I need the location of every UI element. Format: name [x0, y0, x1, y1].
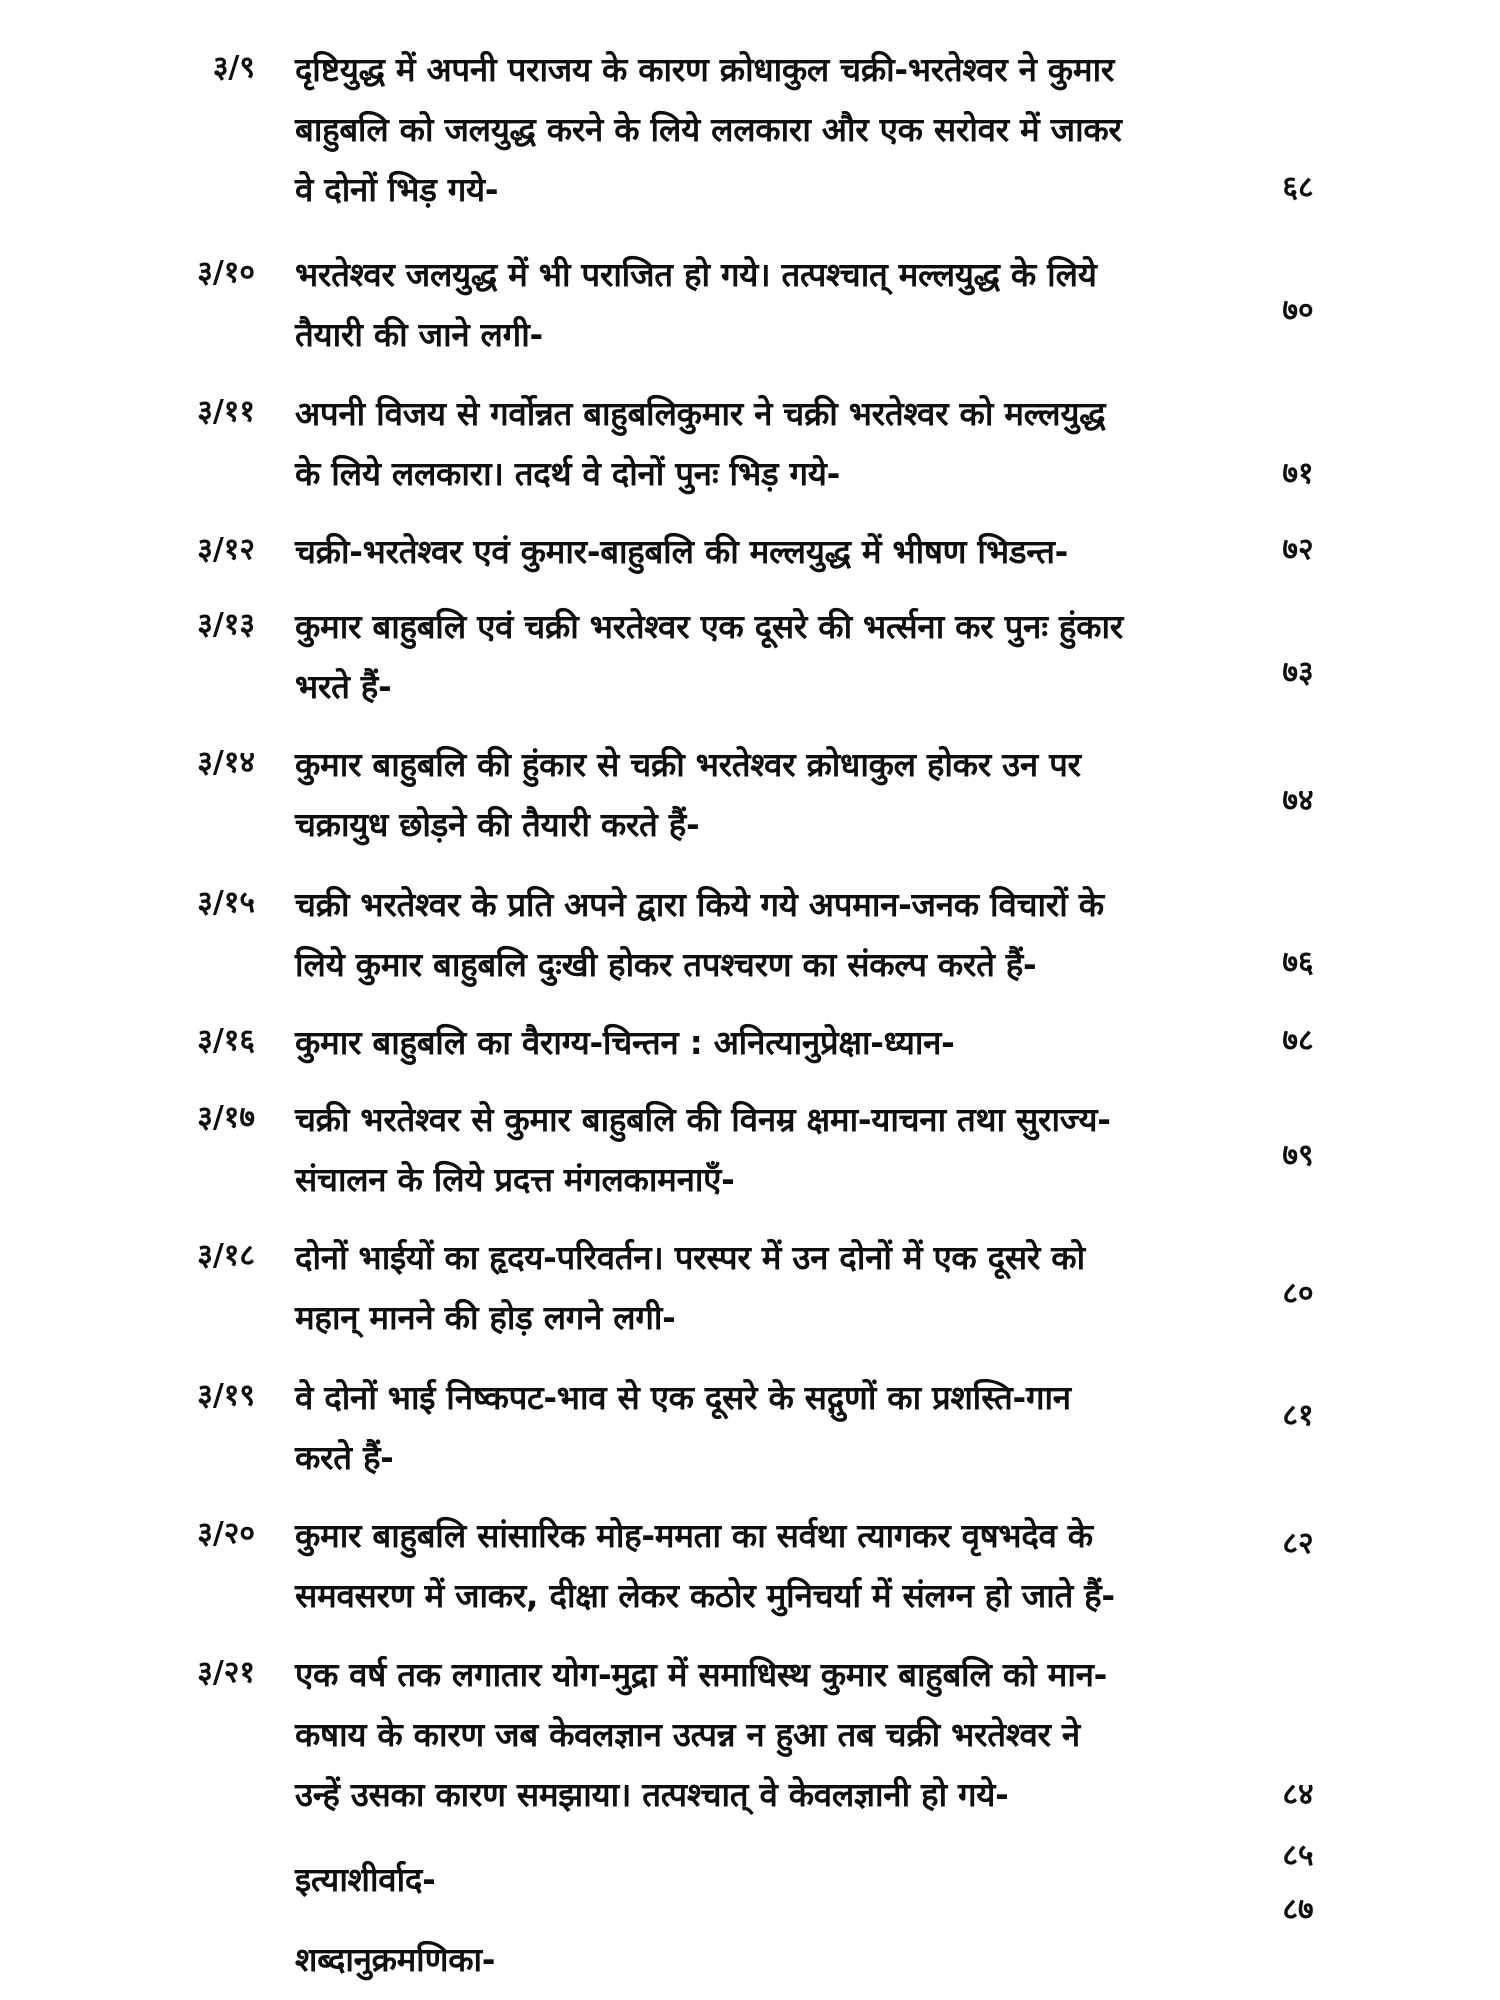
entry-line: चक्री भरतेश्वर से कुमार बाहुबलि की विनम्र क्षमा-याचना तथा सुराज्य-	[295, 1100, 1111, 1139]
page-number: ८१	[1282, 1398, 1314, 1433]
entry-line: कुमार बाहुबलि की हुंकार से चक्री भरतेश्वर क्रोधाकुल होकर उन पर	[295, 745, 1081, 784]
entry-line: वे दोनों भाई निष्कपट-भाव से एक दूसरे के सद्गुणों का प्रशस्ति-गान	[295, 1378, 1071, 1417]
entry-line: कुमार बाहुबलि का वैराग्य-चिन्तन : अनित्यानुप्रेक्षा-ध्यान-	[295, 1023, 955, 1062]
page-number: ६८	[1282, 170, 1314, 205]
entry-text	[295, 597, 1265, 717]
page-number: ८४	[1282, 1777, 1314, 1812]
entry-line: करते हैं-	[295, 1438, 394, 1477]
entry-line: दोनों भाईयों का हृदय-परिवर्तन। परस्पर में उन दोनों में एक दूसरे को	[295, 1238, 1085, 1277]
entry-text	[295, 875, 1265, 995]
entry-line: चक्रायुध छोड़ने की तैयारी करते हैं-	[295, 805, 700, 844]
section-number: ३/१५	[197, 885, 255, 920]
section-number: ३/१८	[197, 1238, 255, 1273]
entry-line: वे दोनों भिड़ गये-	[295, 170, 499, 209]
entry-text	[295, 384, 1265, 504]
entry-line: अपनी विजय से गर्वोन्नत बाहुबलिकुमार ने चक्री भरतेश्वर को मल्लयुद्ध	[295, 394, 1106, 433]
entry-text	[295, 1930, 1265, 1990]
entry-line: लिये कुमार बाहुबलि दुःखी होकर तपश्चरण का संकल्प करते हैं-	[295, 945, 1037, 984]
entry-line: कषाय के कारण जब केवलज्ञान उत्पन्न न हुआ तब चक्री भरतेश्वर ने	[295, 1715, 1080, 1754]
entry-line: कुमार बाहुबलि एवं चक्री भरतेश्वर एक दूसरे की भर्त्सना कर पुनः हुंकार	[295, 607, 1123, 646]
page-number: ७२	[1282, 532, 1314, 567]
page-number: ७८	[1282, 1023, 1314, 1058]
entry-text	[295, 1645, 1265, 1825]
section-number: ३/१४	[197, 745, 255, 780]
section-number: ३/१६	[197, 1023, 255, 1058]
entry-text	[295, 522, 1265, 582]
entry-line: उन्हें उसका कारण समझाया। तत्पश्चात् वे केवलज्ञानी हो गये-	[295, 1775, 1009, 1814]
entry-text	[295, 1368, 1265, 1488]
entry-line: बाहुबलि को जलयुद्ध करने के लिये ललकारा और एक सरोवर में जाकर	[295, 110, 1122, 149]
entry-line: दृष्टियुद्ध में अपनी पराजय के कारण क्रोधाकुल चक्री-भरतेश्वर ने कुमार	[295, 50, 1115, 89]
entry-text	[295, 40, 1265, 220]
entry-line: कुमार बाहुबलि सांसारिक मोह-ममता का सर्वथा त्यागकर वृषभदेव के	[295, 1516, 1093, 1555]
entry-text	[295, 245, 1265, 365]
page-number: ८५	[1282, 1838, 1314, 1873]
section-number: ३/१३	[197, 607, 255, 642]
entry-line: के लिये ललकारा। तदर्थ वे दोनों पुनः भिड़ गये-	[295, 454, 841, 493]
section-number: ३/२१	[197, 1655, 255, 1690]
page-number: ८७	[1282, 1892, 1314, 1927]
entry-line: तैयारी की जाने लगी-	[295, 315, 543, 354]
page-number: ८०	[1282, 1276, 1314, 1311]
entry-line: संचालन के लिये प्रदत्त मंगलकामनाएँ-	[295, 1160, 735, 1199]
section-number: ३/१९	[197, 1378, 255, 1413]
entry-line: भरते हैं-	[295, 667, 392, 706]
page-number: ७६	[1282, 945, 1314, 980]
page-number: ७३	[1282, 655, 1314, 690]
entry-text	[295, 1506, 1265, 1626]
page-number: ७४	[1282, 783, 1314, 818]
entry-text	[295, 735, 1265, 855]
page-number: ७९	[1282, 1138, 1314, 1173]
entry-text	[295, 1090, 1265, 1210]
entry-text	[295, 1013, 1265, 1073]
entry-line: महान् मानने की होड़ लगने लगी-	[295, 1298, 676, 1337]
page-number: ८२	[1282, 1526, 1314, 1561]
section-number: ३/२०	[197, 1516, 255, 1551]
entry-line: एक वर्ष तक लगातार योग-मुद्रा में समाधिस्थ कुमार बाहुबलि को मान-	[295, 1655, 1107, 1694]
entry-line: इत्याशीर्वाद-	[295, 1860, 436, 1899]
entry-line: शब्दानुक्रमणिका-	[295, 1940, 496, 1979]
entry-text	[295, 1850, 1265, 1910]
entry-line: भरतेश्वर जलयुद्ध में भी पराजित हो गये। तत्पश्चात् मल्लयुद्ध के लिये	[295, 255, 1097, 294]
entry-line: समवसरण में जाकर, दीक्षा लेकर कठोर मुनिचर्या में संलग्न हो जाते हैं-	[295, 1576, 1115, 1615]
section-number: ३/११	[197, 394, 255, 429]
section-number: ३/१७	[197, 1100, 255, 1135]
page-number: ७०	[1282, 293, 1314, 328]
page-number: ७१	[1282, 456, 1314, 491]
section-number: ३/९	[212, 50, 255, 85]
entry-text	[295, 1228, 1265, 1348]
entry-line: चक्री भरतेश्वर के प्रति अपने द्वारा किये गये अपमान-जनक विचारों के	[295, 885, 1104, 924]
section-number: ३/१०	[197, 255, 255, 290]
section-number: ३/१२	[197, 532, 255, 567]
entry-line: चक्री-भरतेश्वर एवं कुमार-बाहुबलि की मल्लयुद्ध में भीषण भिडन्त-	[295, 532, 1069, 571]
